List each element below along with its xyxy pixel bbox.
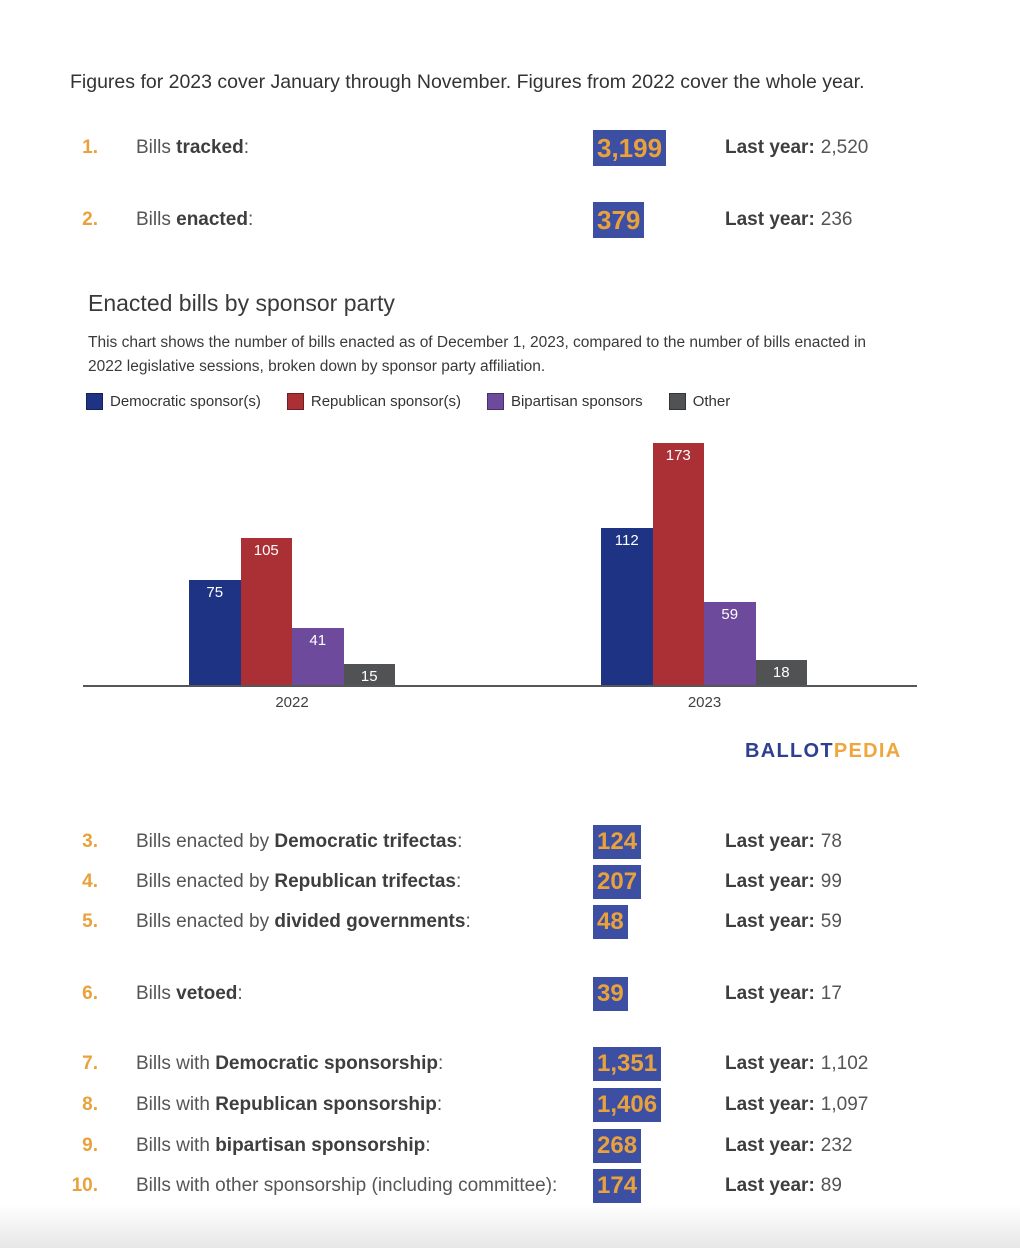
legend-item-democratic	[86, 393, 261, 410]
last-year-label: Last year:	[725, 137, 815, 158]
legend-swatch-bipartisan-icon	[487, 393, 504, 410]
legend-swatch-other-icon	[669, 393, 686, 410]
last-year-label: Last year:	[725, 871, 815, 892]
last-year-value: 1,097	[820, 1094, 869, 1115]
intro-text: Figures for 2023 cover January through November. Figures from 2022 cover the whole year.	[70, 70, 865, 93]
bar-2022-series-2	[292, 628, 344, 685]
bar-value-label: 75	[206, 584, 224, 601]
last-year	[725, 1047, 868, 1081]
stat-number: 4.	[82, 871, 98, 892]
last-year-value: 99	[820, 871, 842, 892]
legend-swatch-republican-icon	[287, 393, 304, 410]
stat-label: Bills with bipartisan sponsorship:	[136, 1135, 431, 1156]
last-year-value: 78	[820, 831, 842, 852]
last-year-label: Last year:	[725, 209, 815, 230]
last-year	[725, 825, 842, 859]
last-year-label: Last year:	[725, 911, 815, 932]
bar-2022-series-0	[189, 580, 241, 685]
last-year-value: 89	[820, 1175, 842, 1196]
stat-row-republican-trifectas	[0, 865, 1020, 899]
last-year	[725, 1129, 852, 1163]
last-year-label: Last year:	[725, 831, 815, 852]
chart-legend	[86, 393, 730, 410]
legend-swatch-democratic-icon	[86, 393, 103, 410]
stat-number: 1.	[82, 137, 98, 158]
legend-label: Democratic sponsor(s)	[110, 393, 261, 410]
stat-value-chip: 3,199	[593, 130, 666, 166]
last-year-label: Last year:	[725, 1175, 815, 1196]
stat-row-bills-vetoed	[0, 977, 1020, 1011]
stat-number: 7.	[82, 1053, 98, 1074]
stat-label: Bills enacted by divided governments:	[136, 911, 471, 932]
stat-label: Bills with Democratic sponsorship:	[136, 1053, 444, 1074]
stat-value-chip: 379	[593, 202, 644, 238]
stat-label: Bills enacted by Republican trifectas:	[136, 871, 462, 892]
stat-number: 5.	[82, 911, 98, 932]
stat-value-chip: 174	[593, 1169, 641, 1203]
stat-row-democratic-sponsorship	[0, 1047, 1020, 1081]
legend-label: Bipartisan sponsors	[510, 393, 643, 410]
last-year	[725, 130, 868, 166]
last-year	[725, 202, 852, 238]
bar-2023-series-0	[601, 528, 653, 685]
stat-label: Bills vetoed:	[136, 983, 243, 1004]
bar-chart	[0, 430, 1020, 686]
stat-value-chip: 1,406	[593, 1088, 661, 1122]
stat-row-bills-enacted	[0, 202, 1020, 238]
stat-number: 2.	[82, 209, 98, 230]
logo-pedia-text: PEDIA	[833, 740, 902, 762]
last-year-value: 232	[820, 1135, 853, 1156]
stat-label: Bills with Republican sponsorship:	[136, 1094, 443, 1115]
bar-value-label: 41	[309, 632, 327, 649]
last-year-label: Last year:	[725, 1053, 815, 1074]
stat-value-chip: 124	[593, 825, 641, 859]
legend-item-bipartisan	[487, 393, 643, 410]
last-year-label: Last year:	[725, 983, 815, 1004]
page-bottom-gradient	[0, 1204, 1020, 1248]
bar-value-label: 173	[665, 447, 691, 464]
last-year	[725, 1088, 868, 1122]
x-axis-line	[83, 685, 917, 687]
bar-value-label: 59	[721, 606, 739, 623]
stat-label: Bills with other sponsorship (including committee):	[136, 1175, 558, 1196]
bar-2022-series-3	[344, 664, 396, 685]
stat-value-chip: 48	[593, 905, 628, 939]
ballotpedia-logo	[745, 740, 902, 763]
last-year-label: Last year:	[725, 1094, 815, 1115]
logo-ballot-text: BALLOT	[745, 740, 834, 762]
stat-value-chip: 39	[593, 977, 628, 1011]
category-label-2023: 2023	[687, 694, 722, 711]
last-year	[725, 905, 842, 939]
last-year-value: 59	[820, 911, 842, 932]
last-year	[725, 977, 842, 1011]
last-year-value: 1,102	[820, 1053, 869, 1074]
stat-label: Bills tracked:	[136, 137, 250, 158]
stat-number: 9.	[82, 1135, 98, 1156]
bar-value-label: 15	[360, 668, 378, 685]
legend-item-other	[669, 393, 731, 410]
last-year	[725, 865, 842, 899]
stat-row-bills-tracked	[0, 130, 1020, 166]
chart-title: Enacted bills by sponsor party	[88, 290, 395, 316]
stat-row-democratic-trifectas	[0, 825, 1020, 859]
last-year-value: 236	[820, 209, 853, 230]
bar-group-2023	[601, 443, 808, 685]
chart-description: This chart shows the number of bills enacted as of December 1, 2023, compared to the number of bills enacted in 2022 legislative sessions, broken down by sponsor party affiliation.	[88, 334, 867, 375]
stat-label: Bills enacted by Democratic trifectas:	[136, 831, 463, 852]
stat-number: 3.	[82, 831, 98, 852]
legend-item-republican	[287, 393, 461, 410]
last-year-value: 2,520	[820, 137, 869, 158]
bar-value-label: 112	[614, 532, 639, 549]
last-year-label: Last year:	[725, 1135, 815, 1156]
legend-label: Republican sponsor(s)	[310, 393, 461, 410]
bar-value-label: 105	[253, 542, 279, 559]
stat-row-republican-sponsorship	[0, 1088, 1020, 1122]
category-label-2022: 2022	[275, 694, 309, 711]
stat-number: 8.	[82, 1094, 98, 1115]
legend-label: Other	[692, 393, 731, 410]
last-year-value: 17	[820, 983, 842, 1004]
stat-value-chip: 268	[593, 1129, 641, 1163]
stat-row-divided-governments	[0, 905, 1020, 939]
stat-value-chip: 207	[593, 865, 641, 899]
bar-2022-series-1	[241, 538, 293, 685]
bar-2023-series-2	[704, 602, 756, 685]
stat-row-other-sponsorship	[0, 1169, 1020, 1203]
stat-row-bipartisan-sponsorship	[0, 1129, 1020, 1163]
bar-group-2022	[189, 538, 395, 685]
stat-label: Bills enacted:	[136, 209, 254, 230]
stat-number: 6.	[82, 983, 98, 1004]
stat-value-chip: 1,351	[593, 1047, 661, 1081]
bar-2023-series-3	[756, 660, 808, 685]
last-year	[725, 1169, 842, 1203]
stat-number: 10.	[71, 1175, 98, 1196]
bar-2023-series-1	[653, 443, 705, 685]
bar-value-label: 18	[772, 664, 790, 681]
